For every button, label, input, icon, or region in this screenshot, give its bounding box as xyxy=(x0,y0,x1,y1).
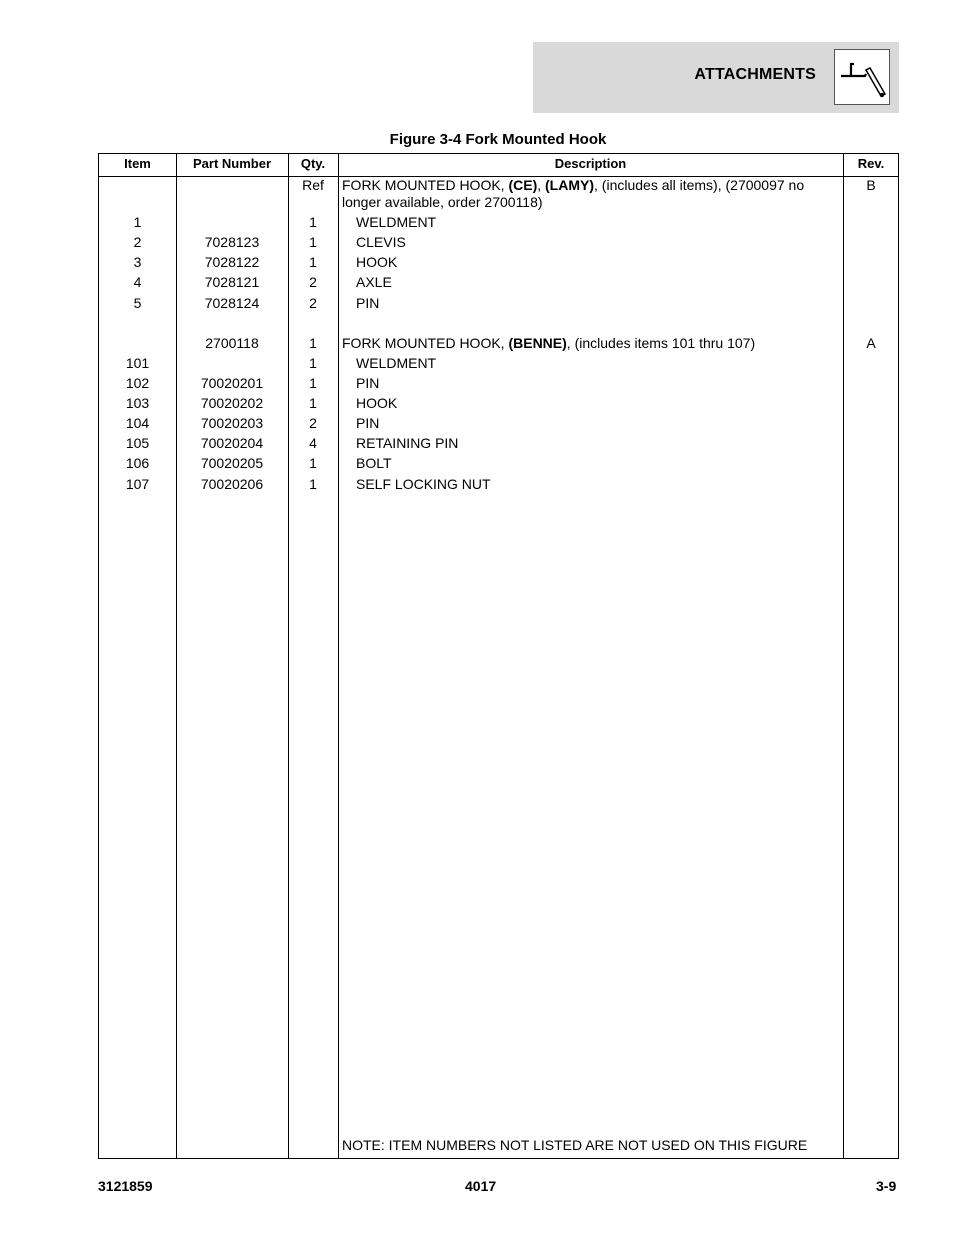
part-number: 7028122 xyxy=(204,254,260,270)
part-number: 7028121 xyxy=(204,274,260,290)
description xyxy=(356,234,846,251)
description-text: FORK MOUNTED HOOK, xyxy=(342,335,509,351)
description xyxy=(356,375,846,392)
description xyxy=(342,177,832,211)
description-text: HOOK xyxy=(356,395,398,411)
footer-page-number: 3-9 xyxy=(876,1178,897,1194)
quantity: 1 xyxy=(309,395,317,411)
revision: A xyxy=(866,335,876,351)
part-number: 70020203 xyxy=(200,415,264,431)
part-number: 70020202 xyxy=(200,395,264,411)
table-note: NOTE: ITEM NUMBERS NOT LISTED ARE NOT USED ON THIS FIGURE xyxy=(342,1137,808,1153)
description-text: BOLT xyxy=(356,455,392,471)
quantity: 1 xyxy=(309,335,317,351)
quantity: 1 xyxy=(309,234,317,250)
revision: B xyxy=(866,177,876,193)
quantity: 2 xyxy=(309,274,317,290)
description-text: (BENNE) xyxy=(508,335,567,351)
quantity: 2 xyxy=(309,295,317,311)
quantity: 1 xyxy=(309,254,317,270)
description xyxy=(356,274,846,291)
item-number: 101 xyxy=(125,355,150,371)
description-text: FORK MOUNTED HOOK, xyxy=(342,177,509,193)
item-number: 2 xyxy=(133,234,142,250)
part-number: 70020206 xyxy=(200,476,264,492)
description-text: RETAINING PIN xyxy=(356,435,459,451)
part-number: 7028123 xyxy=(204,234,260,250)
description-text: PIN xyxy=(356,415,380,431)
parts-table xyxy=(98,153,899,1159)
quantity: 1 xyxy=(309,214,317,230)
item-number: 103 xyxy=(125,395,150,411)
description-text: CLEVIS xyxy=(356,234,406,250)
description-text: HOOK xyxy=(356,254,398,270)
figure-title: Figure 3-4 Fork Mounted Hook xyxy=(389,131,607,148)
description-text: , xyxy=(537,177,546,193)
description-text: , (includes items 101 thru 107) xyxy=(566,335,756,351)
description xyxy=(356,435,846,452)
description xyxy=(356,395,846,412)
item-number: 1 xyxy=(133,214,142,230)
description xyxy=(356,415,846,432)
quantity: 1 xyxy=(309,355,317,371)
quantity: 2 xyxy=(309,415,317,431)
description xyxy=(356,476,846,493)
quantity: 1 xyxy=(309,455,317,471)
description-text: WELDMENT xyxy=(356,355,437,371)
part-number: 70020201 xyxy=(200,375,264,391)
part-number: 70020205 xyxy=(200,455,264,471)
part-number: 7028124 xyxy=(204,295,260,311)
description-text: WELDMENT xyxy=(356,214,437,230)
col-header-qty: Qty. xyxy=(300,156,326,171)
description-text: , (includes all items), (2700097 no longer available, order 2700118) xyxy=(342,177,805,210)
item-number: 4 xyxy=(133,274,142,290)
description xyxy=(356,295,846,312)
col-header-rev: Rev. xyxy=(857,156,885,171)
description-text: (CE) xyxy=(508,177,538,193)
description-text: PIN xyxy=(356,375,380,391)
description xyxy=(356,455,846,472)
section-title: ATTACHMENTS xyxy=(694,66,816,83)
description-text: SELF LOCKING NUT xyxy=(356,476,491,492)
item-number: 102 xyxy=(125,375,150,391)
item-number: 5 xyxy=(133,295,142,311)
quantity: 1 xyxy=(309,476,317,492)
part-number: 70020204 xyxy=(200,435,264,451)
item-number: 3 xyxy=(133,254,142,270)
item-number: 107 xyxy=(125,476,150,492)
item-number: 105 xyxy=(125,435,150,451)
part-number: 2700118 xyxy=(205,335,259,351)
footer-model: 4017 xyxy=(465,1178,497,1194)
description xyxy=(342,335,832,352)
description-text: (LAMY) xyxy=(545,177,595,193)
quantity: 4 xyxy=(309,435,317,451)
item-number: 104 xyxy=(125,415,150,431)
description-text: PIN xyxy=(356,295,380,311)
quantity: 1 xyxy=(309,375,317,391)
fork-hook-icon xyxy=(834,49,890,105)
col-header-description: Description xyxy=(554,156,627,171)
col-header-item: Item xyxy=(124,156,151,171)
description xyxy=(356,214,846,231)
description xyxy=(356,355,846,372)
quantity: Ref xyxy=(302,177,324,193)
description xyxy=(356,254,846,271)
col-header-part-number: Part Number xyxy=(192,156,272,171)
item-number: 106 xyxy=(125,455,150,471)
description-text: AXLE xyxy=(356,274,392,290)
footer-doc-number: 3121859 xyxy=(98,1178,153,1194)
section-header xyxy=(533,42,899,113)
